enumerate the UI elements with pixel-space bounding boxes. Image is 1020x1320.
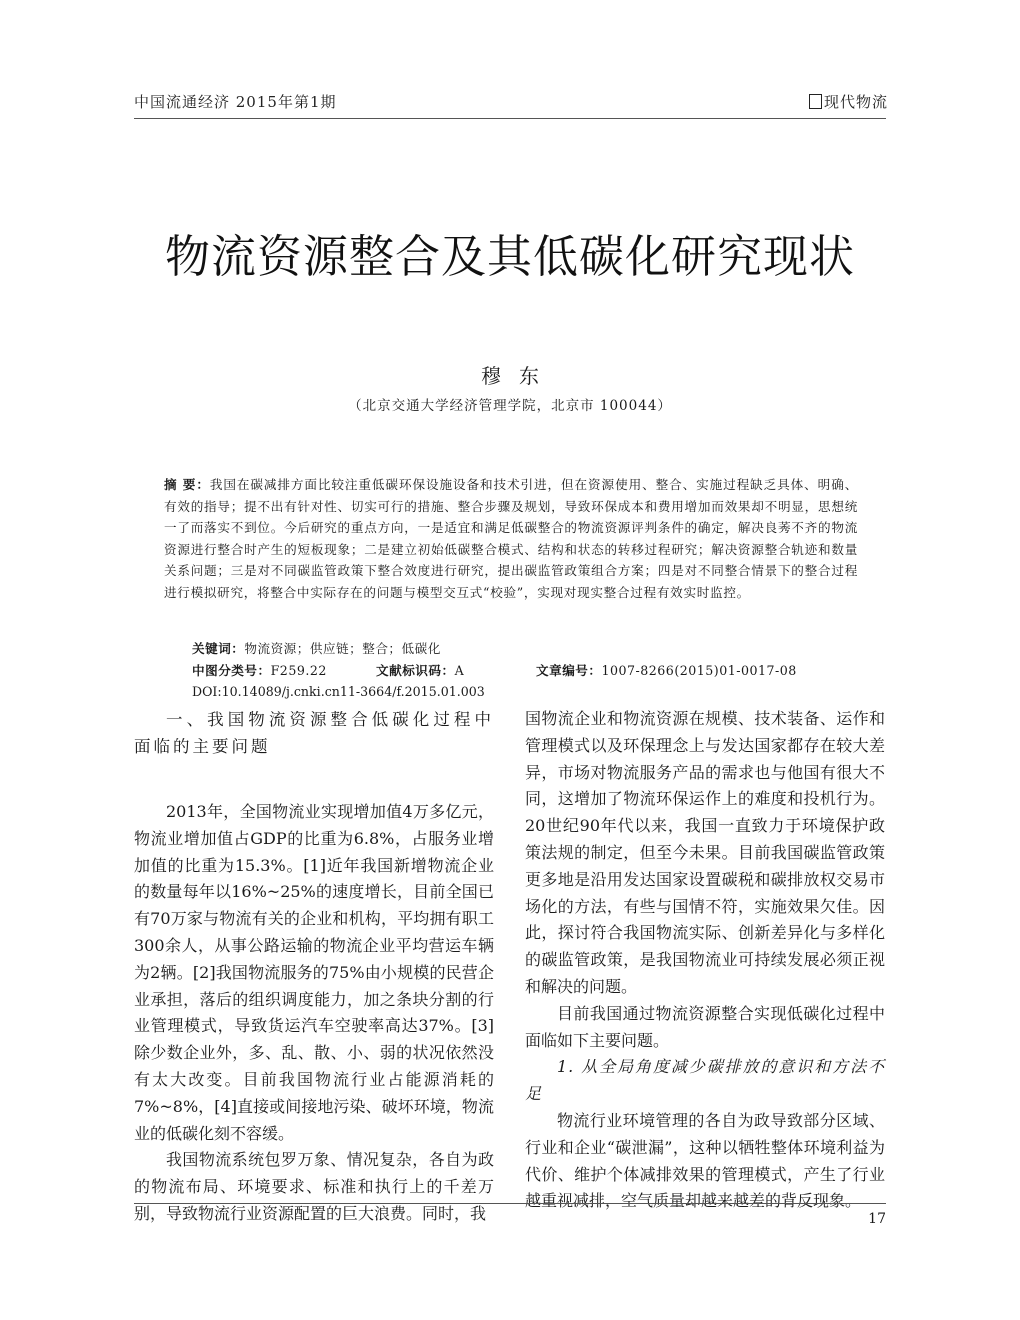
keywords-text: 物流资源；供应链；整合；低碳化 <box>244 641 441 656</box>
keywords-label: 关键词： <box>192 641 245 656</box>
abstract-text: 我国在碳减排方面比较注重低碳环保设施设备和技术引进，但在资源使用、整合、实施过程缺乏具体、明确、有效的指导；提不出有针对性、切实可行的措施、整合步骤及规划，导致环保成本和费用增加而效果却不明显，思想统一了而落实不到位。今后研究的重点方向，一是适宜和满足低碳整合的物流资源评判条件的确定，解决良莠不齐的物流资源进行整合时产生的短板现象；二是建立初始低碳整合模式、结构和状态的转移过程研究；解决资源整合轨迹和数量关系问题；三是对不同碳监管政策下整合效度进行研究，提出碳监管政策组合方案；四是对不同整合情景下的整合过程进行模拟研究，将整合中实际存在的问题与模型交互式“校验”，实现对现实整合过程有效实时监控。 <box>164 477 858 600</box>
doc-code-value: A <box>454 663 465 678</box>
section-heading: 一、我国物流资源整合低碳化过程中面临的主要问题 <box>134 710 494 756</box>
author-affiliation: （北京交通大学经济管理学院，北京市 100044） <box>348 398 672 414</box>
author-name: 穆东 <box>481 364 557 388</box>
footer-rule <box>134 1203 886 1204</box>
document-code <box>376 660 464 679</box>
body-column-right <box>525 706 885 1215</box>
journal-header: 中国流通经济 2015年第1期 <box>134 93 337 111</box>
body-column-left <box>134 706 494 1228</box>
body-paragraph: 物流行业环境管理的各自为政导致部分区域、行业和企业“碳泄漏”，这种以牺牲整体环境利益为代价、维护个体减排效果的管理模式，产生了行业越重视减排，空气质量却越来越差的背反现象。 <box>525 1110 885 1211</box>
doc-code-label: 文献标识码： <box>376 663 455 678</box>
abstract-label: 摘 要： <box>164 477 210 492</box>
clc-value: F259.22 <box>270 663 327 678</box>
doi: DOI:10.14089/j.cnki.cn11-3664/f.2015.01.003 <box>192 684 485 699</box>
clc-label: 中图分类号： <box>192 663 271 678</box>
article-number-value: 1007-8266(2015)01-0017-08 <box>601 663 797 678</box>
page-number: 17 <box>868 1211 886 1227</box>
section-label: 现代物流 <box>823 93 888 111</box>
abstract <box>164 474 858 603</box>
body-paragraph: 2013年，全国物流业实现增加值4万多亿元，物流业增加值占GDP的比重为6.8%，占服务业增加值的比重为15.3%。[1]近年我国新增物流企业的数量每年以16%~25%的速度增长，目前全国已有70万家与物流有关的企业和机构，平均拥有职工300余人，从事公路运输的物流企业平均营运车辆为2辆。[2]我国物流服务的75%由小规模的民营企业承担，落后的组织调度能力，加之条块分割的行业管理模式，导致货运汽车空驶率高达37%。[3]除少数企业外，多、乱、散、小、弱的状况依然没有太大改变。目前我国物流行业占能源消耗的7%~8%，[4]直接或间接地污染、破坏环境，物流业的低碳化刻不容缓。 <box>134 802 494 1143</box>
article-number-label: 文章编号： <box>536 663 602 678</box>
article-number <box>536 660 797 679</box>
subsection-heading: 1. 从全局角度减少碳排放的意识和方法不足 <box>525 1057 885 1104</box>
clc-number <box>192 660 327 679</box>
body-paragraph: 目前我国通过物流资源整合实现低碳化过程中面临如下主要问题。 <box>525 1003 885 1050</box>
body-paragraph: 国物流企业和物流资源在规模、技术装备、运作和管理模式以及环保理念上与发达国家都存在较大差异，市场对物流服务产品的需求也与他国有很大不同，这增加了物流环保运作上的难度和投机行为。20世纪90年代以来，我国一直致力于环境保护政策法规的制定，但至今未果。目前我国碳监管政策更多地是沿用发达国家设置碳税和碳排放权交易市场化的方法，有些与国情不符，实施效果欠佳。因此，探讨符合我国物流实际、创新差异化与多样化的碳监管政策，是我国物流业可持续发展必须正视和解决的问题。 <box>525 709 885 996</box>
section-header <box>809 91 888 112</box>
header-rule <box>134 118 886 119</box>
body-paragraph: 我国物流系统包罗万象、情况复杂，各自为政的物流布局、环境要求、标准和执行上的千差万别，导致物流行业资源配置的巨大浪费。同时，我 <box>134 1150 494 1223</box>
keywords <box>192 638 441 657</box>
square-icon <box>809 94 822 109</box>
article-title: 物流资源整合及其低碳化研究现状 <box>164 230 855 283</box>
heading-spacer <box>134 760 494 799</box>
